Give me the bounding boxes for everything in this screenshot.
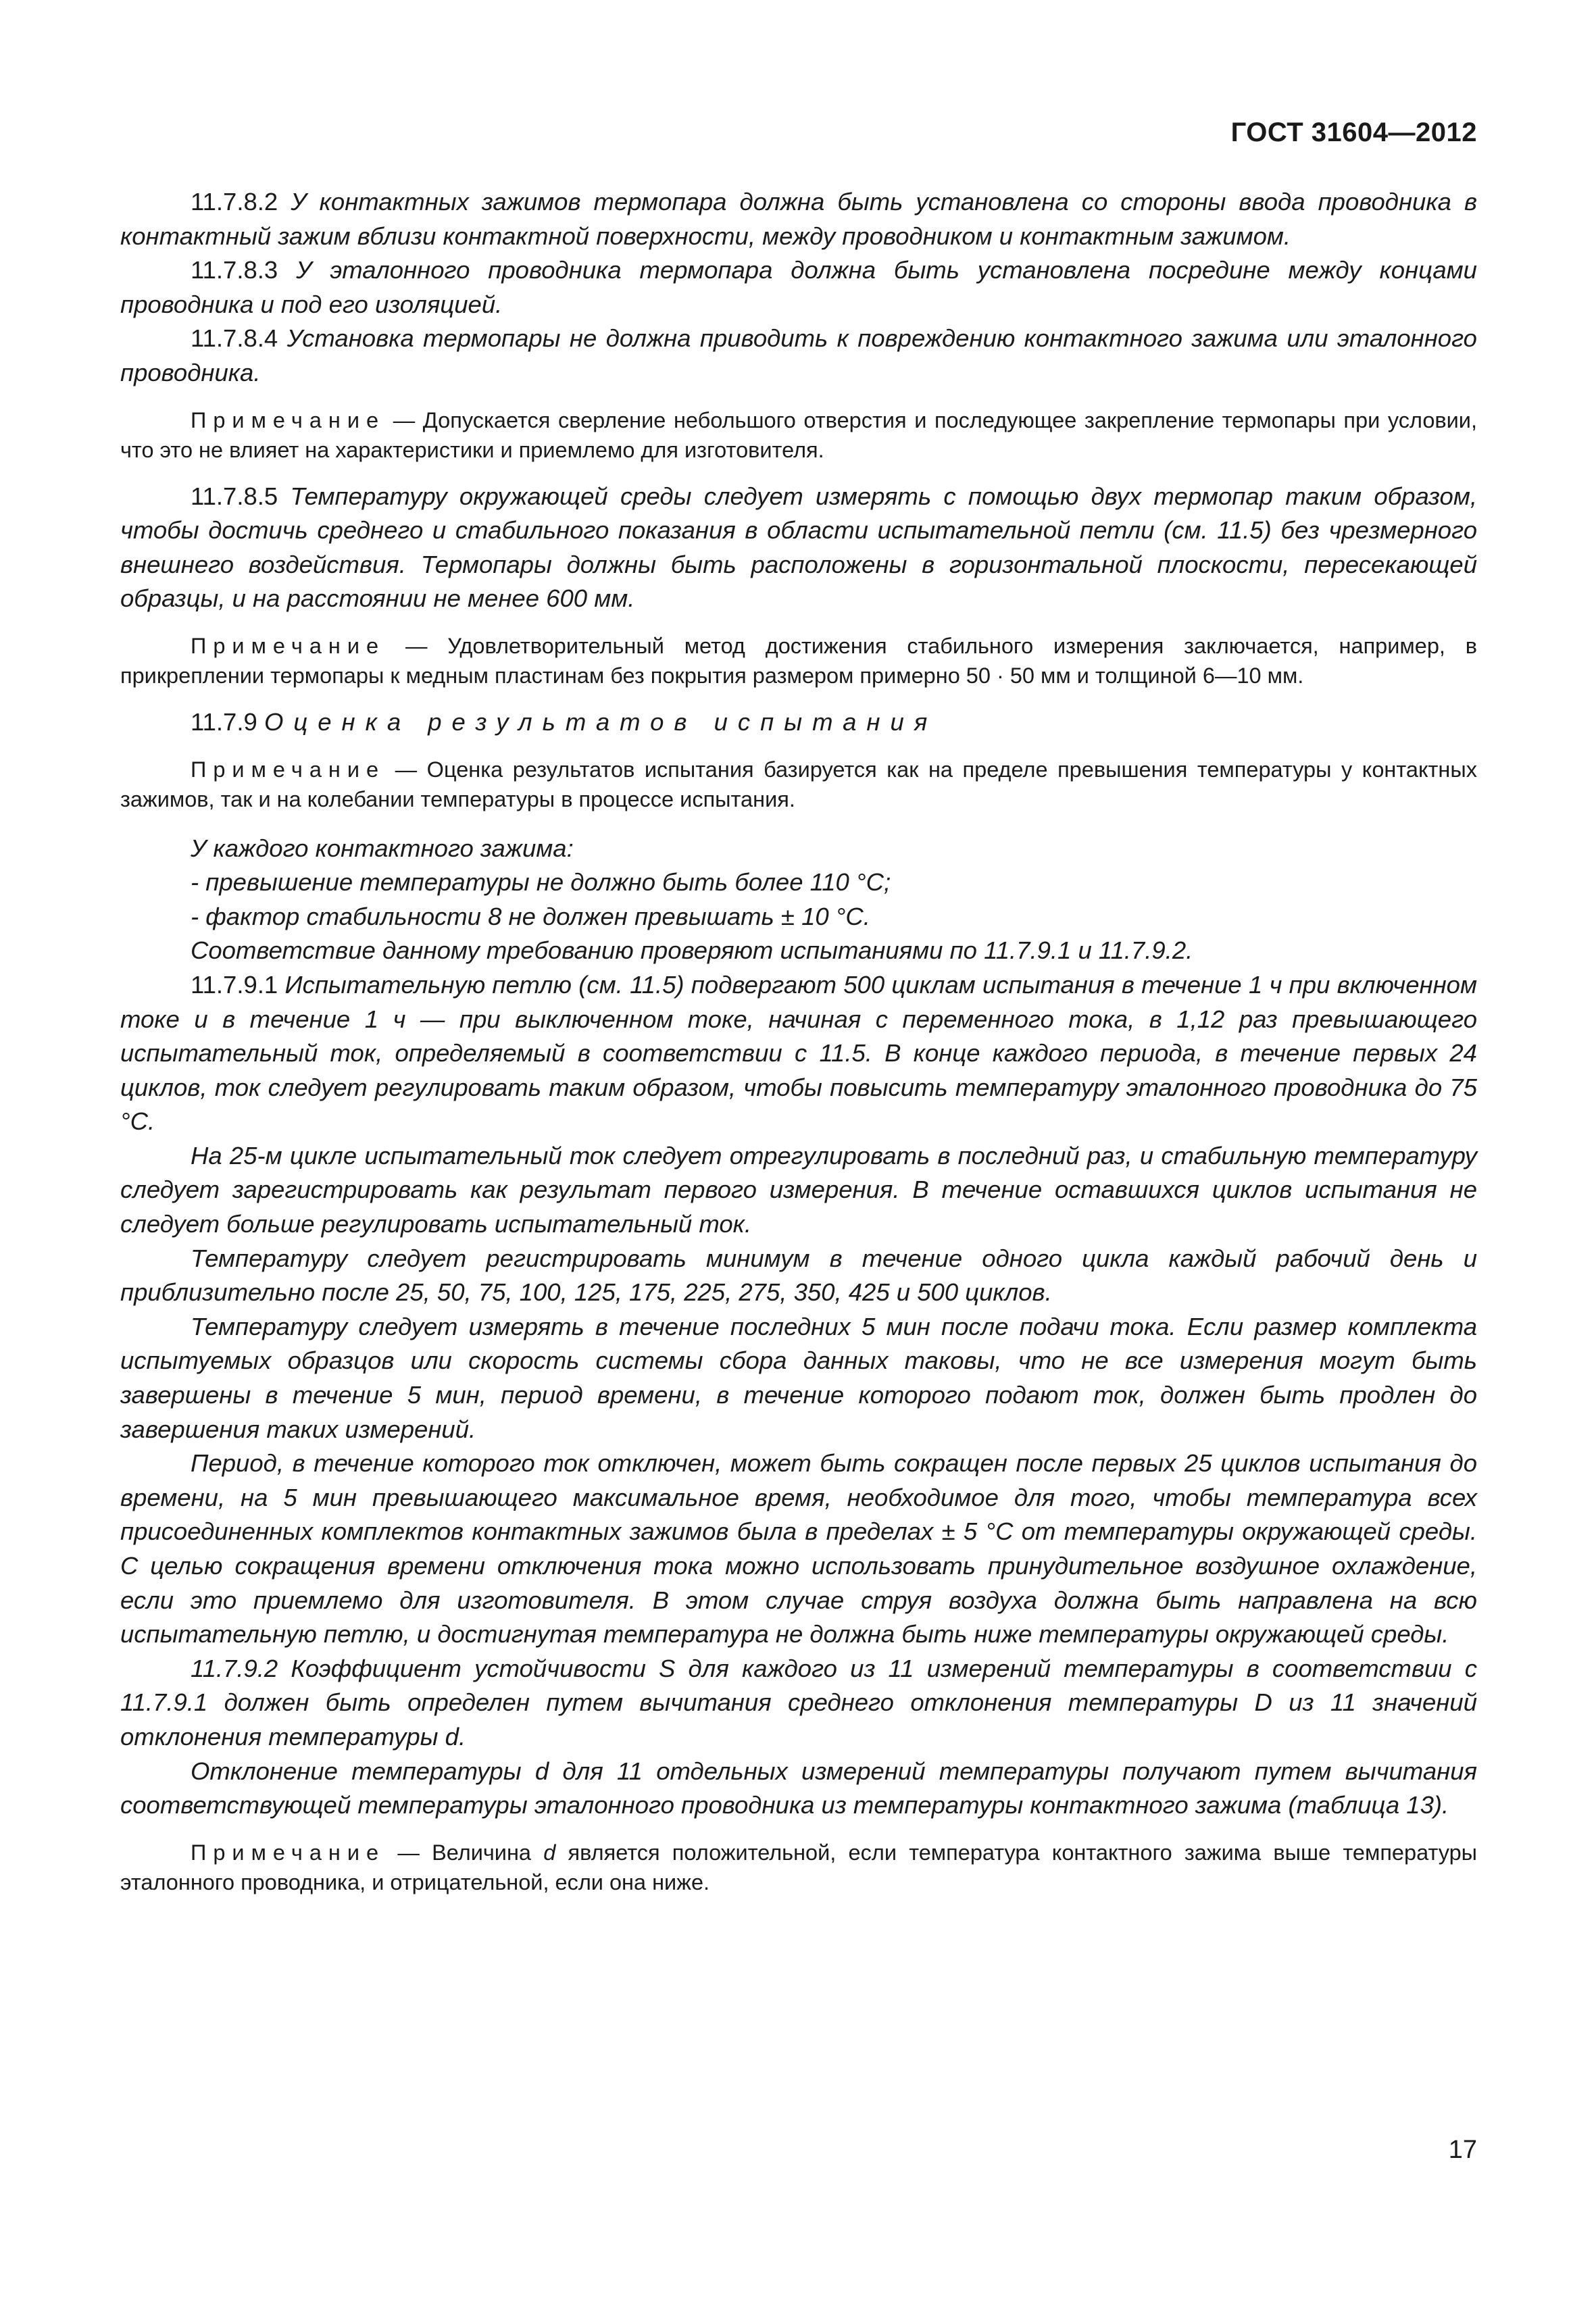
clause-11-7-9-2: 11.7.9.2 Коэффициент устойчивости S для каждого из 11 измерений температуры в соответствии с 11.7.9.1 должен быть определен путем вычитания среднего отклонения температуры D из 11 значений отклонения температуры d. [120,1654,1477,1751]
note-2: Примечание — Удовлетворительный метод достижения стабильного измерения заключается, например, в прикреплении термопары к медным пластинам без покрытия размером примерно 50 · 50 мм и толщиной 6—10 мм. [120,633,1478,688]
clause-11-7-8-4: 11.7.8.4 Установка термопары не должна приводить к повреждению контактного зажима или эталонного проводника. [120,324,1477,386]
note-label: Примечание [191,633,386,658]
note-label: Примечание [191,1840,386,1865]
conformity-statement: Соответствие данному требованию проверяют испытаниями по 11.7.9.1 и 11.7.9.2. [191,936,1193,965]
document-page [120,115,1477,1897]
clause-11-7-8-5: 11.7.8.5 Температуру окружающей среды следует измерять с помощью двух термопар таким образом, чтобы достичь среднего и стабильного показания в области испытательной петли (см. 11.5) без чрезмерного внешнего воздействия. Термопары должны быть расположены в горизонтальной плоскости, пересекающей образцы, и на расстоянии не менее 600 мм. [120,482,1477,613]
clause-11-7-9-1-para-2: На 25-м цикле испытательный ток следует отрегулировать в последний раз, и стабильную температуру следует зарегистрировать как результат первого измерения. В течение оставшихся циклов испытания не следует больше регулировать испытательный ток. [120,1141,1477,1238]
clause-11-7-9-1-para-3: Температуру следует регистрировать минимум в течение одного цикла каждый рабочий день и приблизительно после 25, 50, 75, 100, 125, 175, 225, 275, 350, 425 и 500 циклов. [120,1244,1477,1307]
page-number: 17 [1448,2136,1477,2164]
note-3: Примечание — Оценка результатов испытания базируется как на пределе превышения температуры у контактных зажимов, так и на колебании температуры в процессе испытания. [120,757,1477,811]
section-title-11-7-9: 11.7.9 Оценка результатов испытания [191,707,938,736]
clause-11-7-9-1-para-4: Температуру следует измерять в течение последних 5 мин после подачи тока. Если размер комплекта испытуемых образцов или скорость системы сбора данных таковы, что не все измерения могут быть завершены в течение 5 мин, период времени, в течение которого подают ток, должен быть продлен до завершения таких измерений. [120,1312,1477,1443]
clause-11-7-9-2-para-2: Отклонение температуры d для 11 отдельных измерений температуры получают путем вычитания соответствующей температуры эталонного проводника из температуры контактного зажима (таблица 13). [120,1757,1477,1819]
clause-11-7-8-3: 11.7.8.3 У эталонного проводника термопара должна быть установлена посредине между концами проводника и под его изоляцией. [120,256,1477,318]
requirement-item-2: - фактор стабильности 8 не должен превышать ± 10 °С. [191,902,870,930]
symbol-d: d [543,1840,556,1865]
note-1: Примечание — Допускается сверление небольшого отверстия и последующее закрепление термопары при условии, что это не влияет на характеристики и приемлемо для изготовителя. [120,407,1477,462]
clause-11-7-9-1-para-5: Период, в течение которого ток отключен, может быть сокращен после первых 25 циклов испытания до времени, на 5 мин превышающего максимальное время, необходимое для того, чтобы температура всех присоединенных комплектов контактных зажимов была в пределах ± 5 °С от температуры окружающей среды. С целью сокращения времени отключения тока можно использовать принудительное воздушное охлаждение, если это приемлемо для изготовителя. В этом случае струя воздуха должна быть направлена на всю испытательную петлю, и достигнутая температура не должна быть ниже температуры окружающей среды. [120,1449,1477,1649]
clause-11-7-8-2: 11.7.8.2 У контактных зажимов термопара должна быть установлена со стороны ввода проводника в контактный зажим вблизи контактной поверхности, между проводником и контактным зажимом. [120,188,1477,250]
standard-header: ГОСТ 31604—2012 [1230,118,1477,147]
note-label: Примечание [191,407,386,432]
requirement-item-1: - превышение температуры не должно быть более 110 °С; [191,868,891,897]
requirements-intro: У каждого контактного зажима: [191,834,574,862]
note-4: Примечание — Величина d является положительной, если температура контактного зажима выше температуры эталонного проводника, и отрицательной, если она ниже. [120,1840,1478,1894]
note-label: Примечание [191,757,386,782]
clause-11-7-9-1: 11.7.9.1 Испытательную петлю (см. 11.5) подвергают 500 циклам испытания в течение 1 ч при включенном токе и в течение 1 ч — при выключенном токе, начиная с переменного тока, в 1,12 раз превышающего испытательный ток, определяемый в соответствии с 11.5. В конце каждого периода, в течение первых 24 циклов, ток следует регулировать таким образом, чтобы повысить температуру эталонного проводника до 75 °С. [120,970,1477,1136]
